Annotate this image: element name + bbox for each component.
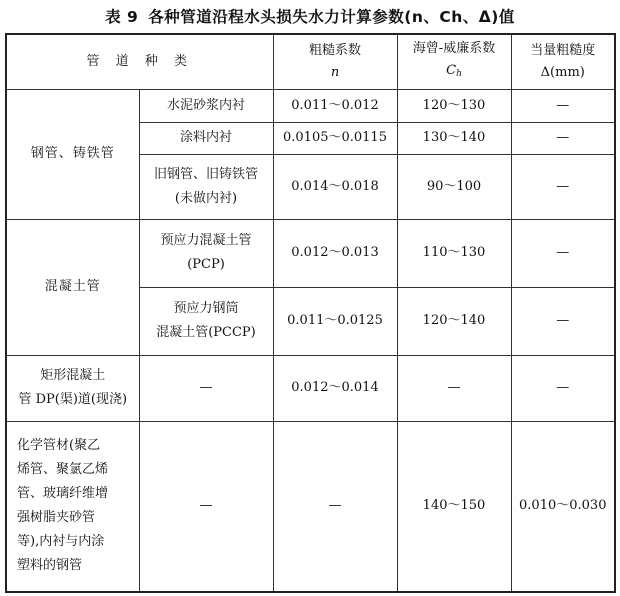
header-roughness: [273, 34, 397, 89]
equiv-cell: —: [511, 355, 615, 421]
roughness-cell: 0.0105～0.0115: [273, 122, 397, 154]
table-row: [6, 219, 615, 287]
equiv-cell: —: [511, 154, 615, 219]
pipe-type-line: 预应力钢筒: [173, 301, 239, 316]
table-title: [0, 4, 620, 30]
header-pipe-type: 管 道 种 类: [6, 34, 273, 89]
hazen-cell: 120～140: [397, 287, 511, 355]
pipe-type-cell: [139, 287, 273, 355]
pipe-type-cell: [139, 154, 273, 219]
header-roughness-symbol: n: [330, 64, 340, 80]
roughness-cell: —: [273, 421, 397, 592]
pipe-type-cell: —: [139, 421, 273, 592]
header-equiv-symbol: Δ(mm): [540, 64, 585, 80]
table-row: [6, 421, 615, 592]
roughness-cell: 0.012～0.013: [273, 219, 397, 287]
equiv-cell: —: [511, 287, 615, 355]
table-row: [6, 89, 615, 122]
pipe-type-cell: 水泥砂浆内衬: [139, 89, 273, 122]
group-concrete: 混凝土管: [6, 219, 139, 355]
equiv-cell: —: [511, 219, 615, 287]
group-chem-line: 塑料的钢管: [17, 558, 83, 574]
pipe-type-line: (未做内衬): [174, 190, 238, 206]
group-steel: 钢管、铸铁管: [6, 89, 139, 219]
pipe-type-line: 旧钢管、旧铸铁管: [153, 166, 258, 182]
roughness-cell: 0.011～0.012: [273, 89, 397, 122]
header-hazen-label: 海曾-威廉系数: [412, 41, 496, 57]
roughness-cell: 0.014～0.018: [273, 154, 397, 219]
group-rect: [6, 355, 139, 421]
header-hazen: [397, 34, 511, 89]
group-chem-line: 化学管材(聚乙: [17, 438, 101, 454]
group-chem: [6, 421, 139, 592]
hazen-cell: —: [397, 355, 511, 421]
hazen-cell: 140～150: [397, 421, 511, 592]
pipe-type-line: (PCP): [187, 257, 225, 272]
pipe-type-line: 预应力混凝土管: [160, 233, 252, 248]
header-row: [6, 34, 615, 89]
hazen-symbol-sub: h: [456, 69, 462, 80]
pipe-type-cell: 涂料内衬: [139, 122, 273, 154]
equiv-cell: —: [511, 89, 615, 122]
hydraulic-params-table: [5, 33, 616, 593]
roughness-cell: 0.012～0.014: [273, 355, 397, 421]
group-chem-line: 管、玻璃纤维增: [17, 486, 109, 502]
group-chem-line: 烯管、聚氯乙烯: [17, 462, 109, 478]
group-rect-line: 管 DP(渠)道(现浇): [18, 392, 128, 407]
roughness-cell: 0.011～0.0125: [273, 287, 397, 355]
hazen-cell: 90～100: [397, 154, 511, 219]
header-equiv-label: 当量粗糙度: [530, 42, 596, 58]
table-row: [6, 355, 615, 421]
group-chem-line: 强树脂夹砂管: [17, 510, 96, 526]
pipe-type-cell: [139, 219, 273, 287]
hazen-cell: 110～130: [397, 219, 511, 287]
pipe-type-cell: —: [139, 355, 273, 421]
header-roughness-label: 粗糙系数: [308, 42, 361, 58]
group-chem-line: 等),内衬与内涂: [17, 534, 105, 550]
hazen-cell: 130～140: [397, 122, 511, 154]
table-title-text: 各种管道沿程水头损失水力计算参数(n、Ch、Δ)值: [148, 8, 515, 26]
equiv-cell: —: [511, 122, 615, 154]
hazen-cell: 120～130: [397, 89, 511, 122]
header-equiv: [511, 34, 615, 89]
hazen-symbol-main: C: [446, 63, 457, 79]
table-number: 表 9: [105, 8, 139, 26]
group-rect-line: 矩形混凝土: [40, 368, 106, 383]
header-hazen-symbol: [402, 60, 507, 85]
equiv-cell: 0.010～0.030: [511, 421, 615, 592]
pipe-type-line: 混凝土管(PCCP): [156, 325, 256, 340]
